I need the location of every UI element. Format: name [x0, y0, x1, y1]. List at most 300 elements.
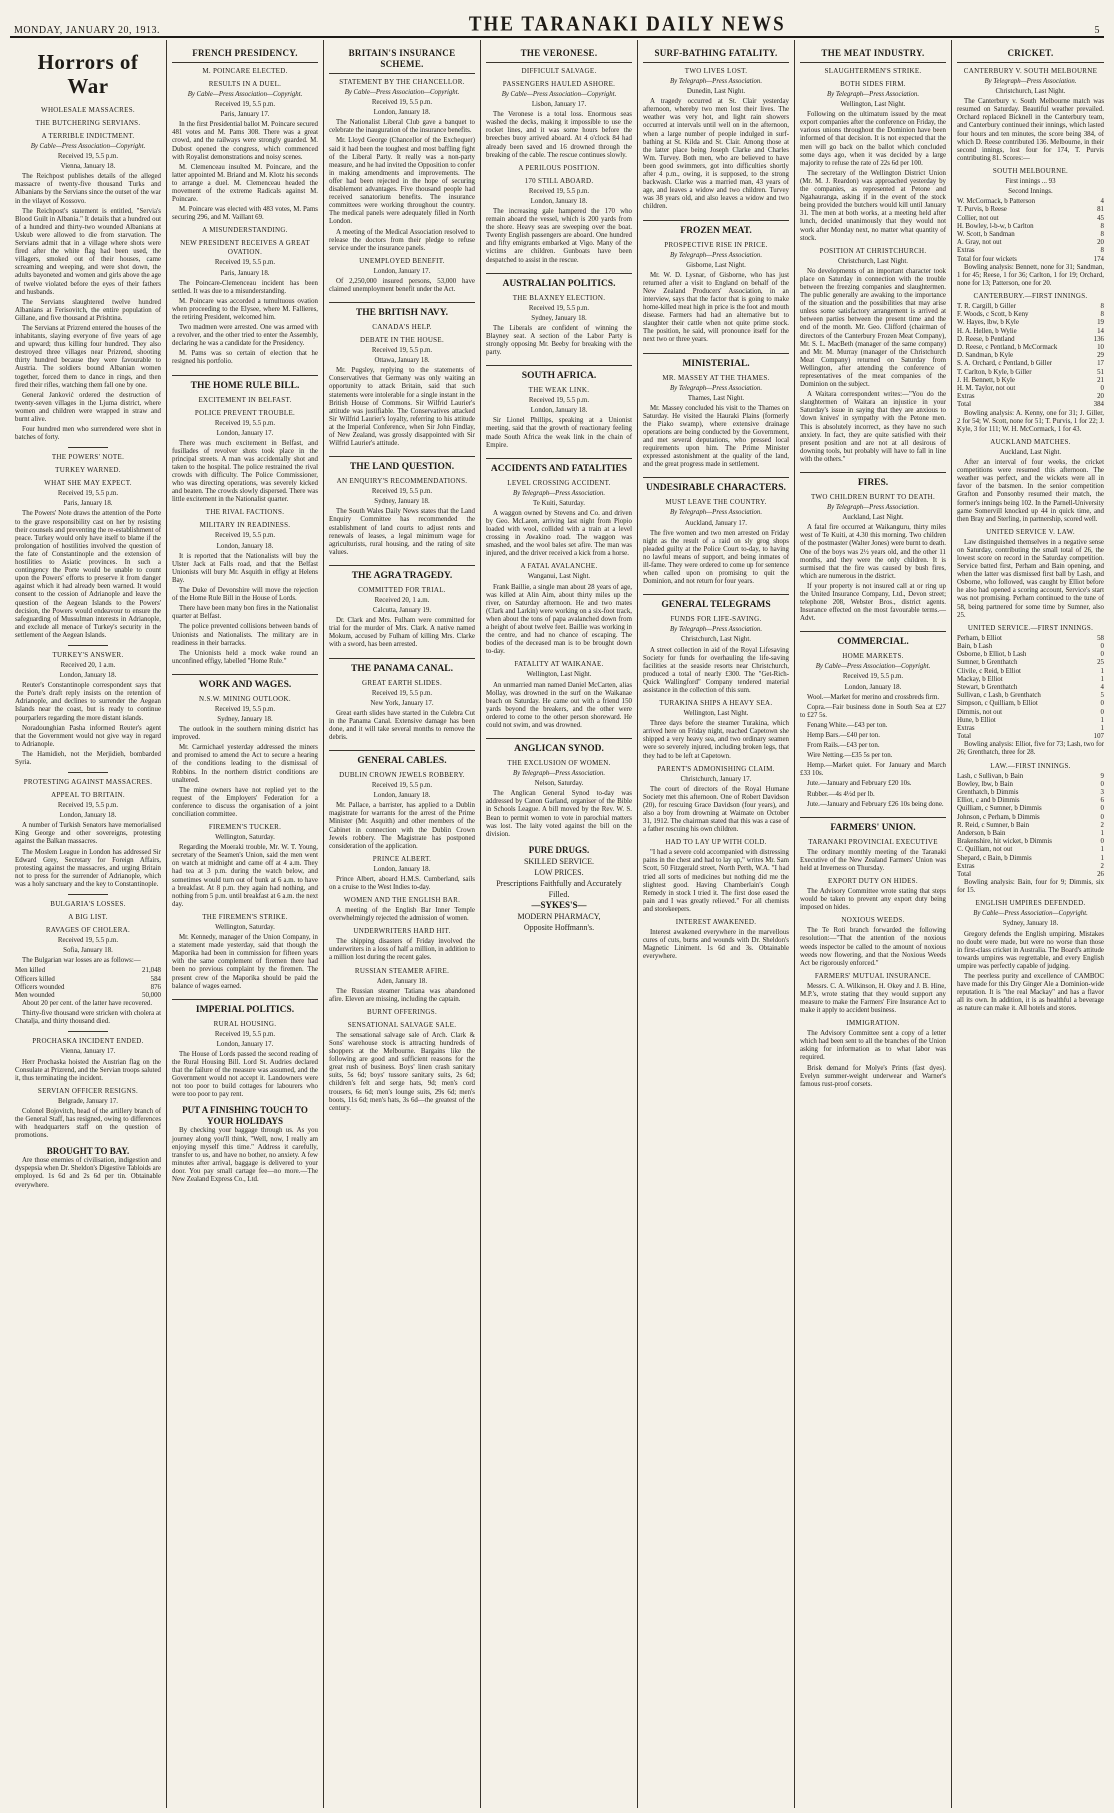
batsman-name: Collier, not out [957, 214, 999, 222]
article-paragraph: Noradounghian Pasha informed Reuter's agent that the Government would not give way in regard to Adrianople. [15, 724, 161, 748]
section-heading: AUSTRALIAN POLITICS. [486, 273, 632, 290]
article-paragraph: The ordinary monthly meeting of the Taranaki Executive of the New Zealand Farmers' Union was held at Inverness on Thursday. [800, 848, 946, 872]
score-row [957, 830, 1104, 838]
subheading: WHAT SHE MAY EXPECT. [44, 479, 132, 488]
batsman-name: Stewart, b Grenthatch [957, 683, 1018, 691]
dateline: London, January 17. [216, 429, 274, 437]
column-1 [10, 40, 167, 1808]
score-row [957, 369, 1104, 377]
dateline: Lisbon, January 17. [531, 101, 587, 109]
article-paragraph: Interest awakened everywhere in the marvellous cures of cuts, burns and wounds with Dr. Sheldon's Magnetic Liniment. 1s 6d and 3s. Obtainable everywhere. [643, 929, 789, 961]
runs: 5 [1100, 692, 1104, 700]
column-7 [952, 40, 1104, 1808]
article-paragraph: A meeting of the English Bar Inner Temple overwhelmingly rejected the admission of women. [329, 907, 475, 923]
batsman-name: Quilliam, c Sumner, b Dimmis [957, 805, 1042, 813]
runs: 51 [1097, 368, 1104, 376]
subheading: TARANAKI PROVINCIAL EXECUTIVE [808, 837, 938, 846]
column-title: THE MEAT INDUSTRY. [800, 48, 946, 63]
article-paragraph: The mine owners have not replied yet to the request of the Employers' Federation for a conference to discuss the organisation of a joint conciliation committee. [172, 786, 318, 818]
subheading: FARMERS' MUTUAL INSURANCE. [814, 971, 932, 980]
article-paragraph: A street collection in aid of the Royal Lifesaving Society for funds for overhauling the life-saving facilities at the seaside resorts near Christchurch, produced a total of nearly £300. The "Get-Rich-Quick Wallingford" Company tendered material assistance in the collection of this sum. [643, 646, 789, 694]
subheading: HOME MARKETS. [842, 652, 904, 661]
score-row [957, 231, 1104, 239]
batsman-name: Shepard, c Bain, b Dimmis [957, 854, 1032, 862]
subheading: TURKEY WARNED. [55, 466, 121, 475]
subheading: THE RIVAL FACTIONS. [205, 508, 285, 517]
losses-row [15, 984, 161, 992]
subheading: SENSATIONAL SALVAGE SALE. [347, 1020, 457, 1029]
section-heading: THE PANAMA CANAL. [329, 658, 475, 675]
article-paragraph: M. Poincare was accorded a tumultuous ovation when proceeding to the Elysee, where M. Fallieres, the retiring President, welcomed him. [172, 297, 318, 321]
article-paragraph: There have been many bon fires in the Nationalist quarter at Belfast. [172, 605, 318, 621]
wire-credit: By Cable—Press Association—Copyright. [344, 89, 460, 96]
subheading: MUST LEAVE THE COUNTRY. [665, 498, 767, 507]
subheading: FATALITY AT WAIKANAE. [514, 660, 604, 669]
article-paragraph: Colonel Bojovitch, head of the artillery branch of the General Staff, has resigned, owing to differences with headquarters staff on the question of promotions. [15, 1107, 161, 1140]
subheading: THE POWERS' NOTE. [51, 453, 125, 462]
received-line: Received 19, 5.5 p.m. [371, 488, 433, 496]
article-paragraph: The Moslem League in London has addressed Sir Edward Grey, Secretary for Foreign Affairs, protesting against the massacres, and urging Britain not to press for the surrender of Adrianople, which was a holy sanctuary and the key to Constantinople. [15, 848, 161, 888]
subheading: FUNDS FOR LIFE-SAVING. [670, 615, 762, 624]
subheading: TWO LIVES LOST. [684, 67, 748, 75]
runs: 9 [1100, 772, 1104, 780]
subheading: TWO CHILDREN BURNT TO DEATH. [810, 493, 936, 502]
batsman-name: J. H. Bennett, b Kyle [957, 376, 1015, 384]
article-paragraph: M. Clemenceau insulted M. Poincare, and the latter appointed M. Briand and M. Klotz his seconds to arrange a duel. M. Clemenceau headed the movement of the extreme Radicals against M. Poincare. [172, 163, 318, 204]
runs: 3 [1100, 788, 1104, 796]
ad-title: PUT A FINISHING TOUCH TO YOUR HOLIDAYS [182, 1105, 308, 1127]
batsman-name: H. Bowley, l-b-w, b Carlton [957, 222, 1034, 230]
article-paragraph: Mr. Kennedy, manager of the Union Company, in a statement made yesterday, said that though the Maporika had been in commission for fifteen years with the same complement of firemen there had been no previous complaint by the firemen. The present crew of the Maporika should be paid the balance of wages earned. [172, 934, 318, 990]
dateline: Te Kuiti, Saturday. [533, 499, 585, 507]
score-row [957, 717, 1104, 725]
batsman-name: Total [957, 871, 972, 878]
runs: 4 [1100, 198, 1104, 206]
batsman-name: Sumner, b Grenthatch [957, 659, 1018, 667]
section-heading: UNDESIRABLE CHARACTERS. [643, 477, 789, 494]
article-paragraph: Great earth slides have started in the Culebra Cut in the Panama Canal. Extensive damage has been done, and it will take several months to remove the debris. [329, 709, 475, 741]
score-row [957, 838, 1104, 846]
batsman-name: R. Reid, c Sumner, b Bain [957, 821, 1030, 829]
dateline: London, January 18. [844, 683, 902, 691]
team-heading: CANTERBURY.—FIRST INNINGS. [973, 292, 1088, 301]
received-line: Received 19, 5.5 p.m. [214, 419, 276, 427]
divider [68, 1031, 108, 1032]
score-row [957, 863, 1104, 871]
dateline: Christchurch, January 17. [680, 775, 752, 783]
runs: 0 [1100, 642, 1104, 650]
subheading: THE EXCLUSION OF WOMEN. [507, 759, 611, 768]
batsman-name: Simpson, c Quilliam, b Elliot [957, 700, 1038, 708]
score-row [957, 311, 1104, 319]
runs: 20 [1097, 239, 1104, 247]
headline: Horrors of War [37, 50, 139, 98]
batsman-name: T. Purvis, b Reese [957, 206, 1007, 214]
article-paragraph: Messrs. C. A. Wilkinson, H. Okey and J. B. Hine, M.P.'s, wrote stating that they would support any measure to make the Farmers' Fire Insurance Act to make it apply to accident business. [800, 982, 946, 1015]
score-row [957, 805, 1104, 813]
subheading: PROCHASKA INCIDENT ENDED. [32, 1037, 144, 1046]
article-paragraph: A waggon owned by Stevens and Co. and driven by Geo. McLaren, arriving last night from Piopio loaded with wool, collided with a train at a level crossing in Awakino road. The waggon was smashed, and the wool bales set afire. The man was injured, and the driver received a kick from a horse. [486, 509, 632, 558]
market-item: Wool.—Market for merino and crossbreds firm. [807, 693, 940, 701]
wire-credit: By Telegraph—Press Association. [669, 384, 763, 392]
dateline: London, January 17. [216, 1040, 274, 1048]
ad-heading: PURE DRUGS. [528, 844, 590, 855]
newspaper-title: THE TARANAKI DAILY NEWS [468, 12, 786, 36]
article-paragraph: A number of Turkish Senators have memorialised King George and other sovereigns, protesting against the Balkan massacres. [15, 822, 161, 846]
article-paragraph: The Anglican General Synod to-day was addressed by Canon Garland, organiser of the Bible in Schools League. A bill moved by the Rev. W. S. Bean to permit women to vote in parochial matters was lost. The laity voted against the bill on the division. [486, 790, 632, 838]
article-paragraph: Thirty-five thousand were stricken with cholera at Chatalja, and thirty thousand died. [15, 1010, 161, 1026]
wire-credit: By Cable—Press Association—Copyright. [30, 143, 146, 150]
article-paragraph: Mr. Carmichael yesterday addressed the miners and promised to amend the Act to secure a hearing of the conditions leading to the dismissal of Robbins. In the northern district conditions are unaltered. [172, 744, 318, 784]
batsman-name: Osborne, b Elliot, b Lash [957, 651, 1027, 659]
received-line: Received 19, 5.5 p.m. [371, 782, 433, 790]
ad-text: Are those enemies of civilisation, indigestion and dyspepsia when Dr. Sheldon's Digestive Tabloids are employed. 1s 6d and 2s 6d per tin. Obtainable everywhere. [15, 1157, 161, 1189]
received-line: Received 19, 5.5 p.m. [214, 532, 276, 540]
article-paragraph: The Reichpost's statement is entitled, "Servia's Blood Guilt in Albania." It details that a hundred out of a hundred and thirty-two wounded Albanians at Uskub were allowed to die from starvation. The Servians admit that in a village where shots were fired after the white flag had been used, the villagers, smoked out of their houses, came screaming and weeping, and were shot down, the adults bayoneted and women and girls above the age of twelve violated before the eyes of their fathers and husbands. [15, 207, 161, 296]
score-row [957, 256, 1104, 264]
batsman-name: Total for four wickets [957, 255, 1017, 263]
wire-credit: By Telegraph—Press Association. [669, 78, 763, 85]
dateline: Sydney, January 18. [1002, 920, 1059, 928]
column-6 [795, 40, 952, 1808]
batsman-name: Extras [957, 247, 975, 255]
runs: 0 [1100, 805, 1104, 813]
article-paragraph: Three days before the steamer Turakina, which arrived here on Friday night, reached Capetown she shipped a very heavy sea, and two ordinary seamen were so severely injured, including broken legs, that they had to be left at Capetown. [643, 720, 789, 760]
runs: 1 [1100, 716, 1104, 724]
dateline: London, January 18. [59, 812, 117, 820]
article-paragraph: The Veronese is a total loss. Enormous seas washed the decks, making it impossible to use the rocket lines, and it was some hours before the breeches buoy arrived aboard. At 4 o'clock 84 had already been saved and 16 drowned through the breaking of the cable. The rescue continues slowly. [486, 111, 632, 159]
subheading: RESULTS IN A DUEL. [208, 80, 282, 88]
score-row [957, 643, 1104, 651]
subheading: INTEREST AWAKENED. [675, 918, 757, 927]
score-row [957, 814, 1104, 822]
divider [68, 645, 108, 646]
score-row [957, 733, 1104, 741]
losses-row [15, 976, 161, 984]
ginger-ale-advertisement: The peerless purity and excellence of CAMBOC have made for this Dry Ginger Ale a Dominion-wide reputation. It is "the real Mackay" and has a flavor all its own. In addition, it is as healthful a beverage as nature can make it. All hotels and stores. [957, 973, 1104, 1013]
dateline: London, January 17. [373, 267, 431, 275]
received-line: Received 19, 5.5 p.m. [57, 937, 119, 945]
subheading: APPEAL TO BRITAIN. [51, 791, 125, 800]
subheading: N.S.W. MINING OUTLOOK. [199, 694, 291, 703]
article-paragraph: The Te Roti branch forwarded the following resolution:—"That the attention of the noxious weeds inspector be called to the amount of noxious weeds now flowering, and that the Noxious Weeds Act be rigorously enforced." [800, 927, 946, 967]
runs: 10 [1097, 344, 1104, 352]
article-paragraph: The Russian steamer Tatiana was abandoned afire. Eleven are missing, including the captain. [329, 987, 475, 1003]
section-heading: FARMERS' UNION. [800, 817, 946, 834]
dateline: Auckland, Last Night. [842, 514, 904, 522]
score-row [957, 239, 1104, 247]
dateline: Paris, January 18. [220, 269, 270, 277]
score-row [957, 855, 1104, 863]
section-heading: FROZEN MEAT. [643, 220, 789, 237]
subheading: BULGARIA'S LOSSES. [50, 900, 126, 909]
scorecard [957, 303, 1104, 410]
wire-credit: By Telegraph—Press Association. [984, 78, 1077, 85]
advertisement [172, 1105, 318, 1127]
batsman-name: Perham, b Elliot [957, 634, 1002, 642]
article-paragraph: Mr. Lloyd George (Chancellor of the Exchequer) said it had been the toughest and most baffling fight of the Liberal Party. It really was a non-party measure, and he had invited the Opposition to confer in making amendments and improvements. The offer had been rejected in the hope of securing disablement advantages. Five thousand people had received sanatorium benefits. The insurance committees were working throughout the country. The medical panels were adequately filled in North London. [329, 137, 476, 226]
article-paragraph: The police prevented collisions between bands of Unionists and Nationalists. The military are in readiness in their barracks. [172, 623, 318, 647]
runs: 81 [1097, 206, 1104, 214]
runs: 2 [1100, 821, 1104, 829]
dateline: Dunedin, Last Night. [686, 88, 746, 96]
article-paragraph: Frank Baillie, a single man about 28 years of age, was killed at Alin Aim, about thirty miles up the river, on Saturday afternoon. He and two mates (Clark and Larkin) were working on a six-foot track, when about the tons of papa avalanched down from a height of about twelve feet. Baillie was working in the centre, and had no chance of escaping. The bodies of the deceased man is to be brought down to-day. [486, 583, 632, 656]
score-row [957, 385, 1104, 393]
received-line: Received 19, 5.5 p.m. [528, 397, 590, 405]
market-item: Rubber.—4s 4½d per lb. [807, 790, 875, 798]
runs: 19 [1097, 319, 1104, 327]
batsman-name: Clivile, c Reid, b Elliot [957, 667, 1021, 675]
column-2 [167, 40, 324, 1808]
dateline: Calcutta, January 19. [372, 607, 432, 615]
ad-text: By checking your baggage through us. As you journey along you'll think, "Well, now, I really am enjoying myself this time." Address it carefully, transfer to us, and have no bother, no anxiety. A few minutes after arrival, baggage is delivered to your door. You pay small cartage fee—no more.—The New Zealand Express Co., Ltd. [172, 1127, 318, 1183]
market-item: Jute.—January and February £20 10s. [807, 780, 912, 788]
section-heading: THE LAND QUESTION. [329, 456, 475, 473]
runs: 0 [1100, 700, 1104, 708]
runs: 8 [1100, 222, 1104, 230]
dateline: Belgrade, January 17. [57, 1097, 119, 1105]
subheading: UNDERWRITERS HARD HIT. [353, 927, 451, 936]
section-heading: ANGLICAN SYNOD. [486, 738, 632, 755]
runs: 58 [1097, 634, 1104, 642]
batsman-name: H. M. Taylor, not out [957, 385, 1016, 393]
article-paragraph: Mr. Pallace, a barrister, has applied to a Dublin magistrate for warrants for the arrest of the Prime Minister (Mr. Asquith) and other members of the Cabinet in connection with the Dublin Crown Jewels robbery. The Magistrate has postponed consideration of the application. [329, 802, 475, 850]
batsman-name: W. Scott, b Sandman [957, 230, 1015, 238]
dateline: Auckland, Last Night. [999, 448, 1062, 456]
runs: 0 [1100, 780, 1104, 788]
subheading: BURNT OFFERINGS. [366, 1007, 438, 1016]
score-row [957, 223, 1104, 231]
dateline: Sydney, January 18. [374, 498, 430, 506]
dateline: Vienna, January 17. [60, 1048, 116, 1056]
score-row [957, 303, 1104, 311]
subheading: A PERILOUS POSITION. [518, 163, 600, 172]
subheading: ENGLISH UMPIRES DEFENDED. [975, 899, 1086, 908]
received-line: Received 19, 5.5 p.m. [842, 673, 904, 681]
section-heading: FIRES. [800, 472, 946, 489]
runs: 0 [1100, 651, 1104, 659]
article-paragraph: Two madmen were arrested. One was armed with a revolver, and the other tried to enter the Assembly, declaring he was a candidate for the Presidency. [172, 324, 318, 348]
subheading: NOXIOUS WEEDS. [841, 916, 905, 925]
section-heading: MINISTERIAL. [643, 353, 789, 370]
insurance-advertisement: If your property is not insured call at or ring up the United Insurance Company, Ltd., Devon street; telephone 208, Webster Bros., district agents. Insurance effected on the most favourable terms.—Advt. [800, 582, 946, 623]
runs: 107 [1093, 733, 1104, 741]
subheading: 170 STILL ABOARD. [524, 176, 594, 185]
received-line: Received 20, 1 a.m. [60, 661, 116, 669]
subheading: SERVIAN OFFICER RESIGNS. [37, 1086, 139, 1095]
column-title: FRENCH PRESIDENCY. [172, 48, 318, 63]
team-heading: LAW.—FIRST INNINGS. [990, 761, 1071, 770]
subheading: PROTESTING AGAINST MASSACRES. [23, 778, 153, 787]
dateline: Wellington, Saturday. [215, 834, 275, 842]
batsman-name: D. Sandman, b Kyle [957, 352, 1014, 360]
score-row [957, 684, 1104, 692]
dateline: Nelson, Saturday. [534, 780, 584, 788]
score-row [957, 789, 1104, 797]
article-paragraph: Reuter's Constantinople correspondent says that the Porte's draft reply insists on the retention of Adrianople, and declines to surrender the Aegean Islands near the coast, but is ready to continue pourparlers regarding the more distant islands. [15, 682, 161, 722]
dateline: London, January 18. [216, 542, 274, 550]
runs: 8 [1100, 230, 1104, 238]
runs: 136 [1093, 335, 1104, 343]
innings-line: First innings ... 93 [1005, 177, 1056, 185]
article-paragraph: The Poincare-Clemenceau incident has been settled. It was due to a misunderstanding. [172, 279, 318, 295]
received-line: Received 19, 5.5 p.m. [214, 101, 276, 109]
article-paragraph: Gregory defends the English umpiring. Mistakes no doubt were made, but were no worse than those in first-class cricket in Australia. The Board's attitude towards umpires was regrettable, and every English umpire was perfectly capable of judging. [957, 930, 1104, 970]
subheading: A BIG LIST. [68, 913, 108, 922]
article-paragraph: The secretary of the Wellington District Union (Mr. M. J. Reardon) was approached yesterday by the companies, as represented at Petone and Ngahauranga, asking if in the event of the stock being provided the butchers would kill until January 31. The men at both works, at a meeting held after lunch, decided unanimously that they would not work after Monday next, no matter what quantity of stock. [800, 169, 946, 242]
received-line: Received 19, 5.5 p.m. [371, 347, 433, 355]
wire-credit: By Telegraph—Press Association. [826, 91, 920, 98]
subheading: POLICE PREVENT TROUBLE. [194, 408, 296, 417]
losses-row [15, 967, 161, 975]
runs: 1 [1100, 675, 1104, 683]
market-item: From Rails.—£43 per ton. [807, 742, 880, 750]
column-title: THE VERONESE. [486, 48, 632, 63]
section-heading: THE AGRA TRAGEDY. [329, 565, 475, 582]
score-row [957, 360, 1104, 368]
article-paragraph: Mr. W. D. Lysnar, of Gisborne, who has just returned after a visit to England on behalf of the New Zealand Producers' Association, in an interview, says that the factor that is going to make home-killed meat high in price is the foot and mouth disease. Farmers had had an alternative but to slaughter their cattle when not quite prime stock. The position, he said, will pronounce itself for the next two or three years. [643, 271, 789, 344]
dateline: London, January 18. [373, 792, 431, 800]
article-paragraph: The Duke of Devonshire will move the rejection of the Home Rule Bill in the House of Lords. [172, 587, 318, 603]
column-3 [324, 40, 481, 1808]
article-paragraph: The Unionists held a mock wake round an unconfined effigy, labelled "Home Rule." [172, 649, 318, 665]
article-paragraph: Of 2,250,000 insured persons, 53,000 have claimed unemployment benefit under the Act. [329, 277, 475, 293]
dateline: Wellington, Last Night. [683, 710, 749, 718]
article-paragraph: A fatal fire occurred at Waikanguru, thirty miles west of Te Kuiti, at 4.30 this morning. Two children of the postmaster (Walter Jones) were burnt to death. One of the boys was 2½ years old, and the other 11 months, and they were the only children. It is surmised that the fire was caused by bush fires, which are numerous in the district. [800, 524, 946, 580]
article-paragraph: The Advisory Committee sent a copy of a letter which had been sent to all the branches of the Union asking for information as to what labor was required. [800, 1030, 946, 1062]
ad-title: HAD TO LAY UP WITH COLD. [665, 838, 767, 847]
section-heading: SOUTH AFRICA. [486, 365, 632, 382]
subheading: A TERRIBLE INDICTMENT. [41, 132, 135, 140]
subheading: A FATAL AVALANCHE. [520, 562, 598, 571]
article-paragraph: Following on the ultimatum issued by the meat export companies after the conference on Friday, the various unions throughout the Dominion have been informed of that decision. It is not expected that the men will go back on the ballot which concluded some days ago, when it was decided by a large majority to refuse the rate of 22s 6d per 100. [800, 111, 946, 167]
runs: 17 [1097, 360, 1104, 368]
score-row [957, 336, 1104, 344]
column-title: CRICKET. [957, 48, 1104, 63]
batsman-name: Extras [957, 724, 975, 732]
score-row [957, 871, 1104, 879]
subheading: THE BLAXNEY ELECTION. [512, 293, 606, 302]
subheading: EXCITEMENT IN BELFAST. [198, 395, 292, 404]
runs: 0 [1100, 838, 1104, 846]
subheading: PASSENGERS HAULED ASHORE. [502, 80, 616, 88]
article-paragraph: The Advisory Committee wrote stating that steps would be taken to prevent any export duty being imposed on hides. [800, 888, 946, 912]
article-paragraph: There was much excitement in Belfast, and fusillades of revolver shots took place in the principal streets. A man was accidentally shot and taken to the hospital. The police restrained the rival crowds with difficulty. The Police Commissioner, who was directing operations, was severely kicked and beaten. The crowds slowly dispersed. There was little excitement in the Nationalist quarter. [172, 439, 318, 504]
column-4 [481, 40, 638, 1808]
dateline: Wellington, Last Night. [840, 101, 906, 109]
runs: 45 [1097, 214, 1104, 222]
column-5 [638, 40, 795, 1808]
losses-label: Men wounded [15, 991, 55, 999]
article-paragraph: The five women and two men arrested on Friday night as the result of a raid on sly grog shops pleaded guilty at the Police Court to-day, to having no lawful means of support, and being inmates of ill-fame. They were ordered to come up for sentence when called upon on promising to quit the Dominion, and not return for four years. [643, 529, 789, 586]
dateline: Christchurch, Last Night. [837, 257, 909, 265]
runs: 0 [1100, 813, 1104, 821]
innings-line: Second Innings. [1008, 188, 1053, 196]
batsman-name: H. A. Hellen, b Wylie [957, 327, 1017, 335]
article-paragraph: General Janković ordered the destruction of twenty-seven villages in the Ljuma district, where women and children were wrapped in straw and burnt alive. [15, 391, 161, 423]
article-paragraph: A Waitara correspondent writes:—"You do the slaughtermen of Waitara an injustice in your Saturday's issue in saying that they are anxious to 'down knives' in sympathy with the Petone men. This is absolutely incorrect, as they have no such anxiety. In fact, they are quite satisfied with their present position and are not at all desirous of downing tools, but probably will have to fall in line with the others." [800, 391, 946, 463]
article-paragraph: The Canterbury v. South Melbourne match was resumed on Saturday. Beautiful weather prevailed. Orchard replaced Bicknell in the Canterbury team, and Canterbury continued their innings, which lasted four hours and ten minutes, the score being 384, of which D. Reese contributed 136. Melbourne, in their second innings, lost four for 174, T. Purvis contributing 81. Scores:— [957, 98, 1104, 162]
wire-credit: By Telegraph—Press Association. [669, 626, 763, 634]
batsman-name: Brakenshire, hit wicket, b Dimmis [957, 838, 1052, 846]
wire-credit: By Cable—Press Association—Copyright. [973, 910, 1088, 918]
bowling-analysis: Bowling analysis: Elliot, five for 73; Lash, two for 26; Grenthatch, three for 28. [957, 741, 1104, 757]
draper-advertisement: Brisk demand for Molye's Prints (fast dyes). Evelyn summer-weight underwear and Warner's famous rust-proof corsets. [800, 1064, 946, 1088]
issue-date: MONDAY, JANUARY 20, 1913. [14, 25, 161, 36]
received-line: Received 19, 5.5 p.m. [57, 490, 119, 498]
losses-label: Officers killed [15, 975, 55, 983]
dateline: Sofia, January 18. [63, 947, 113, 955]
wire-credit: By Telegraph—Press Association. [512, 770, 606, 778]
batsman-name: C. Quilliam, not out [957, 846, 1013, 854]
batsman-name: Bowley, lbw, b Bain [957, 780, 1013, 788]
dateline: Wellington, Last Night. [526, 671, 592, 679]
article-paragraph: The court of directors of the Royal Humane Society met this afternoon. One of Robert Davidson (20), for rescuing Grace Davidson (four years), and also a boy from drowning at Waimate on October 31, 1912. The chairman stated that this was a case of a father rescuing his own children. [643, 785, 789, 834]
batsman-name: A. Gray, not out [957, 239, 1002, 247]
article-paragraph: Mr. Pugsley, replying to the statements of Conservatives that Germany was only waiting an opportunity to attack Britain, said that such statements were intolerable for a single instant in the British House of Commons. Sir Wilfrid Laurier's attitude was justifiable. The Conservatives attacked Sir Wilfrid Laurier's loyalty, referring to his attitude at the Imperial Conference, when Sir John Findlay, of New Zealand, was grossly disappointed with Sir Wilfrid Laurier's attitude. [329, 367, 475, 448]
runs: 0 [1100, 708, 1104, 716]
received-line: Received 19, 5.5 p.m. [371, 99, 433, 107]
received-line: Received 20, 1 a.m. [374, 596, 430, 604]
bowling-analysis: Bowling analysis: A. Kenny, one for 31; J. Giller, 2 for 54; W. Scott, none for 51; T. Purvis, 1 for 22; J. Kyle, 3 for 111; W. H. McCormack, 1 for 43. [957, 409, 1104, 433]
score-row [957, 198, 1104, 206]
score-row [957, 781, 1104, 789]
score-row [957, 709, 1104, 717]
runs: 384 [1093, 401, 1104, 409]
runs: 1 [1100, 854, 1104, 862]
page-number: 5 [1094, 25, 1100, 36]
score-row [957, 635, 1104, 643]
wire-credit: By Telegraph—Press Association. [669, 509, 763, 517]
dateline: Christchurch, Last Night. [995, 88, 1066, 96]
divider [68, 772, 108, 773]
wire-credit: By Cable—Press Association—Copyright. [187, 91, 303, 98]
subheading: CANTERBURY V. SOUTH MELBOURNE [963, 67, 1098, 75]
dateline: Ottawa, January 18. [374, 357, 430, 365]
subheading: BOTH SIDES FIRM. [840, 80, 906, 88]
received-line: Received 19, 5.5 p.m. [528, 304, 590, 312]
subheading: DUBLIN CROWN JEWELS ROBBERY. [339, 771, 465, 780]
subheading: RUSSIAN STEAMER AFIRE. [354, 966, 450, 975]
batsman-name: Total [957, 733, 972, 741]
article-paragraph: The Liberals are confident of winning the Blayney seat. A section of the Labor Party is strongly opposing Mr. Beeby for breaking with the party. [486, 324, 632, 357]
article-paragraph: The House of Lords passed the second reading of the Rural Housing Bill. Lord St. Audries declared that the failure of the measure was assumed, and the Government would not accept it. Landowners were not too poor to build cottages for labourers who were too poor to pay rent. [172, 1050, 318, 1099]
score-row [957, 700, 1104, 708]
score-row [957, 773, 1104, 781]
article-paragraph: The Reichpost publishes details of the alleged massacre of twenty-five thousand Turks and Albanians by the Servians since the outset of the war in the vilayet of Kossovo. [15, 173, 162, 205]
dateline: Thames, Last Night. [687, 394, 745, 402]
losses-value: 21,048 [142, 967, 161, 975]
section-heading: GENERAL TELEGRAMS [643, 594, 789, 611]
article-paragraph: The shipping disasters of Friday involved the underwriters in a loss of half a million, in addition to a million lost during the recent gales. [329, 938, 475, 962]
subheading: AN ENQUIRY'S RECOMMENDATIONS. [336, 477, 468, 486]
market-item: Fenang White.—£43 per ton. [807, 721, 888, 729]
subheading: LEVEL CROSSING ACCIDENT. [507, 478, 611, 487]
article-paragraph: The Powers' Note draws the attention of the Porte to the grave responsibility cast on her by resisting their counsels and preventing the re-establishment of peace. Turkey would only have itself to blame if the prolongation of hostilities involved the question of the fate of Constantinople and the extension of hostilities to Asiatic provinces. In such a contingency the Porte would be unable to count upon the Powers' efforts to preserve it from danger against which it had already been warned. It would consent to the cession of Adrianople and leave the question of the Aegean Islands to the Powers' decision, the Powers would endeavour to ensure the safeguarding of Mussulman interests in Adrianople, and exclude all menace of Turkey's security in the settlement of the Aegean Islands. [15, 510, 161, 639]
batsman-name: Hune, b Elliot [957, 716, 996, 724]
section-heading: THE HOME RULE BILL. [172, 375, 318, 392]
score-row [957, 206, 1104, 214]
article-paragraph: The outlook in the southern mining district has improved. [172, 726, 318, 742]
subheading: UNEMPLOYED BENEFIT. [359, 256, 445, 265]
batsman-name: Lash, c Sullivan, b Bain [957, 772, 1024, 780]
dateline: London, January 18. [373, 865, 431, 873]
batsman-name: Mackay, b Elliot [957, 675, 1003, 683]
received-line: Received 19, 5.5 p.m. [57, 802, 119, 810]
scorecard [957, 773, 1104, 880]
batsman-name: T. Carlton, b Kyle, b Giller [957, 368, 1032, 376]
subheading: A MISUNDERSTANDING. [202, 226, 288, 235]
